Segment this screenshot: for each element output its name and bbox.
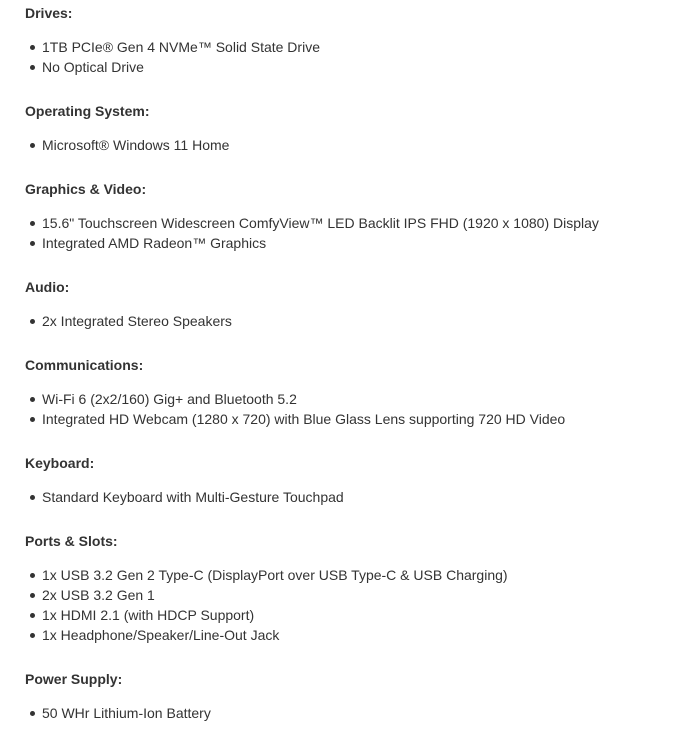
list-item-text: 2x Integrated Stereo Speakers bbox=[42, 313, 232, 329]
bullet-icon bbox=[30, 613, 35, 618]
section-keyboard bbox=[25, 450, 665, 507]
bullet-icon bbox=[30, 711, 35, 716]
bullet-icon bbox=[30, 65, 35, 70]
bullet-icon bbox=[30, 573, 35, 578]
section-title: Ports & Slots: bbox=[25, 533, 118, 549]
list-item-text: 1x HDMI 2.1 (with HDCP Support) bbox=[42, 607, 255, 623]
section-drives bbox=[25, 0, 665, 77]
section-communications bbox=[25, 352, 665, 429]
section-items bbox=[25, 311, 665, 331]
bullet-icon bbox=[30, 397, 35, 402]
section-items bbox=[25, 37, 665, 77]
bullet-icon bbox=[30, 417, 35, 422]
list-item bbox=[25, 213, 665, 233]
list-item bbox=[25, 389, 665, 409]
section-ports-slots bbox=[25, 528, 665, 645]
list-item bbox=[25, 565, 665, 585]
bullet-icon bbox=[30, 143, 35, 148]
section-items bbox=[25, 389, 665, 429]
list-item bbox=[25, 57, 665, 77]
bullet-icon bbox=[30, 495, 35, 500]
section-graphics-video bbox=[25, 176, 665, 253]
list-item bbox=[25, 409, 665, 429]
specifications-list bbox=[25, 0, 665, 723]
bullet-icon bbox=[30, 319, 35, 324]
list-item-text: Standard Keyboard with Multi-Gesture Touchpad bbox=[42, 489, 344, 505]
list-item-text: No Optical Drive bbox=[42, 59, 144, 75]
section-title: Communications: bbox=[25, 357, 144, 373]
section-title: Keyboard: bbox=[25, 455, 95, 471]
list-item bbox=[25, 605, 665, 625]
section-title: Audio: bbox=[25, 279, 70, 295]
section-audio bbox=[25, 274, 665, 331]
section-items bbox=[25, 213, 665, 253]
list-item bbox=[25, 625, 665, 645]
section-operating-system bbox=[25, 98, 665, 155]
bullet-icon bbox=[30, 593, 35, 598]
bullet-icon bbox=[30, 633, 35, 638]
bullet-icon bbox=[30, 221, 35, 226]
list-item-text: 1x USB 3.2 Gen 2 Type-C (DisplayPort over USB Type-C & USB Charging) bbox=[42, 567, 508, 583]
list-item bbox=[25, 585, 665, 605]
bullet-icon bbox=[30, 241, 35, 246]
list-item-text: 2x USB 3.2 Gen 1 bbox=[42, 587, 155, 603]
section-items bbox=[25, 565, 665, 645]
section-items bbox=[25, 703, 665, 723]
section-title: Operating System: bbox=[25, 103, 150, 119]
list-item-text: Microsoft® Windows 11 Home bbox=[42, 137, 230, 153]
list-item-text: 1TB PCIe® Gen 4 NVMe™ Solid State Drive bbox=[42, 39, 320, 55]
section-title: Drives: bbox=[25, 5, 73, 21]
section-items bbox=[25, 135, 665, 155]
list-item-text: 15.6" Touchscreen Widescreen ComfyView™ LED Backlit IPS FHD (1920 x 1080) Display bbox=[42, 215, 599, 231]
list-item-text: Integrated HD Webcam (1280 x 720) with Blue Glass Lens supporting 720 HD Video bbox=[42, 411, 566, 427]
list-item bbox=[25, 487, 665, 507]
list-item bbox=[25, 311, 665, 331]
list-item-text: Integrated AMD Radeon™ Graphics bbox=[42, 235, 267, 251]
section-title: Graphics & Video: bbox=[25, 181, 147, 197]
list-item bbox=[25, 37, 665, 57]
list-item-text: 50 WHr Lithium-Ion Battery bbox=[42, 705, 211, 721]
list-item-text: Wi-Fi 6 (2x2/160) Gig+ and Bluetooth 5.2 bbox=[42, 391, 297, 407]
list-item bbox=[25, 135, 665, 155]
section-items bbox=[25, 487, 665, 507]
list-item-text: 1x Headphone/Speaker/Line-Out Jack bbox=[42, 627, 280, 643]
list-item bbox=[25, 703, 665, 723]
section-power-supply bbox=[25, 666, 665, 723]
bullet-icon bbox=[30, 45, 35, 50]
list-item bbox=[25, 233, 665, 253]
section-title: Power Supply: bbox=[25, 671, 123, 687]
